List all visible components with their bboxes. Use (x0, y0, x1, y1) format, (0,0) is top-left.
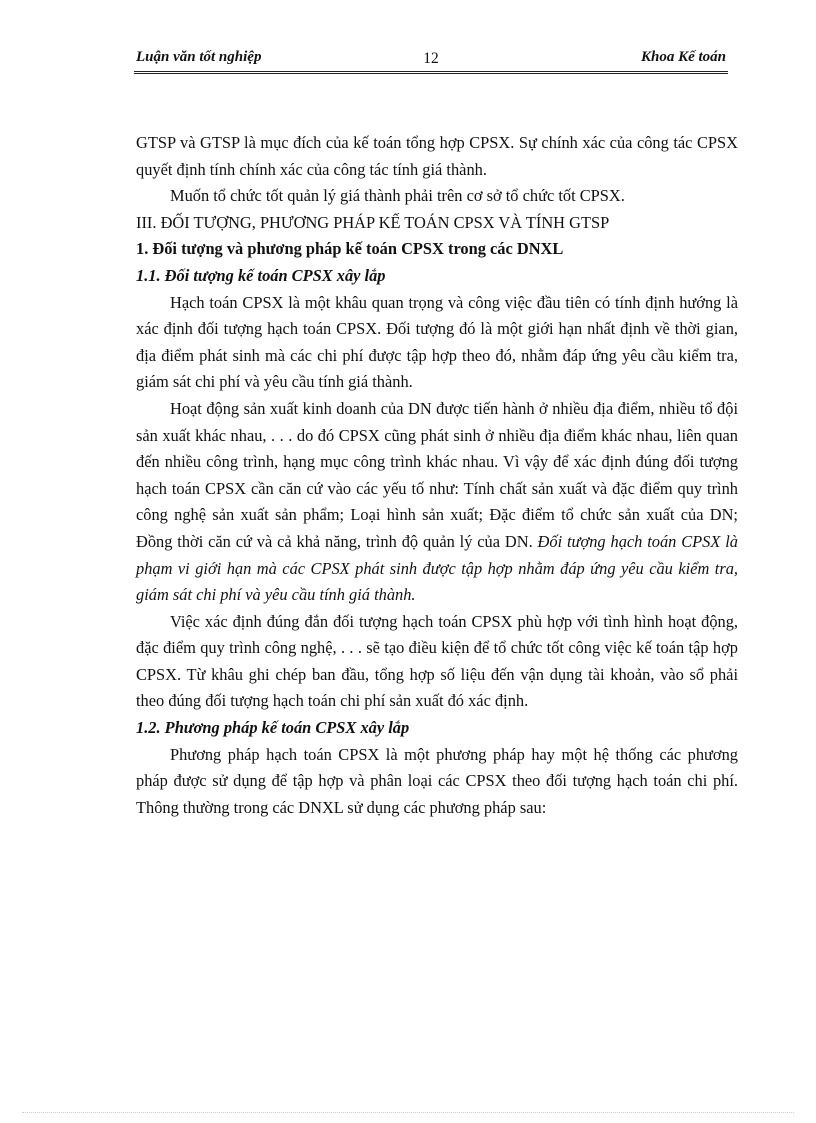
page-bottom-rule (22, 1112, 794, 1113)
paragraph-text: Hoạt động sản xuất kinh doanh của DN được tiến hành ở nhiều địa điểm, nhiều tổ đội sản xuất khác nhau, . . . do đó CPSX cũng phát sinh ở nhiều địa điểm khác nhau, liên quan đến nhiều công trình, hạng mục công trình khác nhau. Vì vậy để xác định đúng đối tượng hạch toán CPSX cần căn cứ vào các yếu tố như: Tính chất sản xuất và đặc điểm quy trình công nghệ sản xuất sản phẩm; Loại hình sản xuất; Đặc điểm tổ chức sản xuất của DN; Đồng thời căn cứ và cả khả năng, trình độ quản lý của DN. (136, 398, 738, 551)
italic-definition: Đối tượng hạch toán CPSX là phạm vi giới hạn mà các CPSX phát sinh được tập hợp nhằm đáp ứng yêu cầu kiểm tra, giám sát chi phí và yêu cầu tính giá thành. (136, 531, 738, 605)
heading-1-2: 1.2. Phương pháp kế toán CPSX xây lắp (136, 718, 410, 738)
header-thesis-label: Luận văn tốt nghiệp (136, 49, 262, 65)
section-heading: III. ĐỐI TƯỢNG, PHƯƠNG PHÁP KẾ TOÁN CPSX VÀ TÍNH GTSP (136, 212, 610, 232)
paragraph: Muốn tổ chức tốt quản lý giá thành phải trên cơ sở tổ chức tốt CPSX. (170, 186, 625, 206)
page-body (136, 130, 738, 821)
page-number: 12 (423, 50, 439, 67)
heading-1: 1. Đối tượng và phương pháp kế toán CPSX trong các DNXL (136, 239, 564, 259)
paragraph: Hạch toán CPSX là một khâu quan trọng và công việc đầu tiên có tính định hướng là xác định đối tượng hạch toán CPSX. Đối tượng đó là một giới hạn nhất định về thời gian, địa điểm phát sinh mà các chi phí được tập hợp theo đó, nhằm đáp ứng yêu cầu kiểm tra, giám sát chi phí và yêu cầu tính giá thành. (136, 292, 738, 392)
page-header (134, 47, 728, 74)
paragraph-continued: GTSP và GTSP là mục đích của kế toán tổng hợp CPSX. Sự chính xác của công tác CPSX quyết định tính chính xác của công tác tính giá thành. (136, 133, 738, 179)
header-faculty-label: Khoa Kế toán (640, 49, 726, 65)
paragraph (136, 396, 738, 609)
heading-1-1: 1.1. Đối tượng kế toán CPSX xây lắp (136, 265, 386, 285)
paragraph: Phương pháp hạch toán CPSX là một phương pháp hay một hệ thống các phương pháp được sử dụng để tập hợp và phân loại các CPSX theo đối tượng hạch toán chi phí. Thông thường trong các DNXL sử dụng các phương pháp sau: (136, 744, 738, 817)
paragraph: Việc xác định đúng đắn đối tượng hạch toán CPSX phù hợp với tình hình hoạt động, đặc điểm quy trình công nghệ, . . . sẽ tạo điều kiện để tổ chức tốt công việc kế toán tập hợp CPSX. Từ khâu ghi chép ban đầu, tổng hợp số liệu đến vận dụng tài khoản, vào sổ phải theo đúng đối tượng hạch toán chi phí sản xuất đó xác định. (136, 611, 738, 711)
